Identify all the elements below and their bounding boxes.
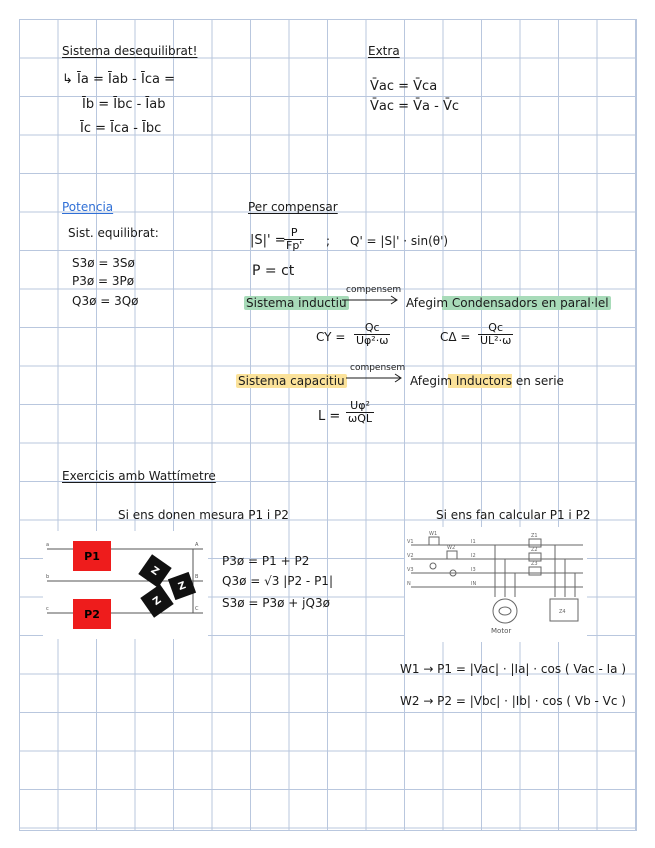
equation-p3: P3ø = 3Pø bbox=[72, 274, 135, 288]
fraction-l bbox=[346, 400, 374, 425]
svg-text:V1: V1 bbox=[407, 539, 414, 545]
sistema-inductiu-line bbox=[244, 296, 349, 310]
svg-text:c: c bbox=[46, 606, 49, 612]
svg-text:A: A bbox=[195, 542, 199, 548]
svg-text:b: b bbox=[46, 574, 50, 580]
wattmeter-diagram-right bbox=[405, 527, 587, 642]
svg-text:I1: I1 bbox=[471, 539, 476, 545]
svg-text:a: a bbox=[46, 542, 50, 548]
section-title-exercicis: Exercicis amb Wattímetre bbox=[62, 469, 216, 483]
equation-q-prime: Q' = |S|' · sin(θ') bbox=[350, 234, 449, 248]
fraction-numerator: Qc bbox=[364, 321, 380, 334]
equation-w1: W1 → P1 = |Vac| · |Ia| · cos ( Vac - Ia ) bbox=[400, 662, 626, 676]
arrow-icon bbox=[346, 373, 404, 383]
svg-text:Z4: Z4 bbox=[559, 609, 566, 615]
sistema-capacitiu-line bbox=[236, 374, 347, 388]
section-title-desequilibrat: Sistema desequilibrat! bbox=[62, 44, 198, 58]
wattmeter-p2-label: P2 bbox=[84, 607, 100, 621]
fraction-numerator: Uφ² bbox=[350, 399, 370, 412]
equation-q3: Q3ø = 3Qø bbox=[72, 294, 139, 308]
svg-text:W1: W1 bbox=[429, 531, 438, 537]
fraction-denominator: Uφ²·ω bbox=[356, 334, 389, 347]
section-title-potencia: Potencia bbox=[62, 200, 114, 214]
equation-q3-sum: Q3ø = √3 |P2 - P1| bbox=[222, 574, 333, 588]
capacitiu-result bbox=[408, 374, 566, 388]
equation-s-prime-lhs: |S|' = bbox=[250, 233, 286, 248]
equation-ib: Īb = Ībc - Īab bbox=[82, 97, 166, 112]
caption-left: Si ens donen mesura P1 i P2 bbox=[118, 508, 289, 522]
fraction-denominator: Fp' bbox=[286, 239, 303, 252]
fraction-cy bbox=[354, 322, 390, 347]
potencia-subtitle: Sist. equilibrat: bbox=[68, 226, 159, 240]
motor-label: Motor bbox=[491, 627, 512, 635]
arrow-icon bbox=[342, 295, 400, 305]
svg-text:W2: W2 bbox=[447, 545, 456, 551]
equation-s3: S3ø = 3Sø bbox=[72, 256, 135, 270]
inductiu-result-text: Afegim Condensadors en paral·lel bbox=[406, 296, 609, 310]
svg-text:Z3: Z3 bbox=[531, 561, 538, 567]
fraction-numerator: P bbox=[290, 226, 298, 239]
svg-text:B: B bbox=[195, 574, 199, 580]
impedance-label: Z bbox=[148, 564, 162, 578]
wattmeter-p2-box bbox=[73, 599, 111, 629]
equation-cdelta-lhs: CΔ = bbox=[440, 330, 471, 344]
equation-p-constant: P = ct bbox=[252, 263, 295, 279]
equation-l-lhs: L = bbox=[318, 409, 341, 424]
grid-paper-background bbox=[19, 19, 637, 831]
arrow-label-inductiu: compensem bbox=[346, 285, 402, 295]
fraction-denominator: UL²·ω bbox=[480, 334, 512, 347]
sistema-capacitiu-label: Sistema capacitiu bbox=[238, 374, 345, 388]
svg-text:N: N bbox=[407, 581, 411, 587]
section-title-compensar: Per compensar bbox=[248, 200, 338, 214]
capacitiu-result-text: Afegim Inductors en serie bbox=[410, 374, 564, 388]
equation-s3-sum: S3ø = P3ø + jQ3ø bbox=[222, 596, 330, 610]
fraction-denominator: ωQL bbox=[348, 412, 372, 425]
inductiu-result bbox=[404, 296, 611, 310]
equation-p3-sum: P3ø = P1 + P2 bbox=[222, 554, 310, 568]
svg-text:Z2: Z2 bbox=[531, 547, 538, 553]
sistema-inductiu-label: Sistema inductiu bbox=[246, 296, 347, 310]
wattmeter-p1-box bbox=[73, 541, 111, 571]
svg-text:IN: IN bbox=[471, 581, 477, 587]
fraction-numerator: Qc bbox=[488, 321, 504, 334]
fraction-s-prime bbox=[284, 227, 304, 252]
impedance-label: Z bbox=[176, 579, 188, 593]
equation-w2: W2 → P2 = |Vbc| · |Ib| · cos ( Vb - Vc ) bbox=[400, 694, 626, 708]
wattmeter-p1-label: P1 bbox=[84, 549, 100, 563]
equation-ia: ↳ Īa = Īab - Īca = bbox=[62, 72, 175, 87]
equation-ic: Īc = Īca - Ībc bbox=[80, 121, 162, 136]
arrow-label-capacitiu: compensem bbox=[350, 363, 406, 373]
separator: ; bbox=[326, 234, 331, 248]
caption-right: Si ens fan calcular P1 i P2 bbox=[436, 508, 591, 522]
svg-text:V2: V2 bbox=[407, 553, 414, 559]
section-title-extra: Extra bbox=[368, 44, 400, 58]
equation-vac-vca: V̄ac = V̄ca bbox=[370, 79, 438, 94]
equation-cy-lhs: CY = bbox=[316, 330, 346, 344]
equation-vac-va-vc: V̄ac = V̄a - V̄c bbox=[370, 99, 460, 114]
impedance-label: Z bbox=[150, 594, 164, 608]
svg-text:C: C bbox=[195, 606, 199, 612]
circuit-schematic bbox=[405, 527, 587, 642]
svg-text:Z1: Z1 bbox=[531, 533, 538, 539]
svg-text:V3: V3 bbox=[407, 567, 414, 573]
wattmeter-diagram-left bbox=[43, 531, 208, 639]
svg-text:I3: I3 bbox=[471, 567, 476, 573]
svg-text:I2: I2 bbox=[471, 553, 476, 559]
fraction-cdelta bbox=[478, 322, 513, 347]
